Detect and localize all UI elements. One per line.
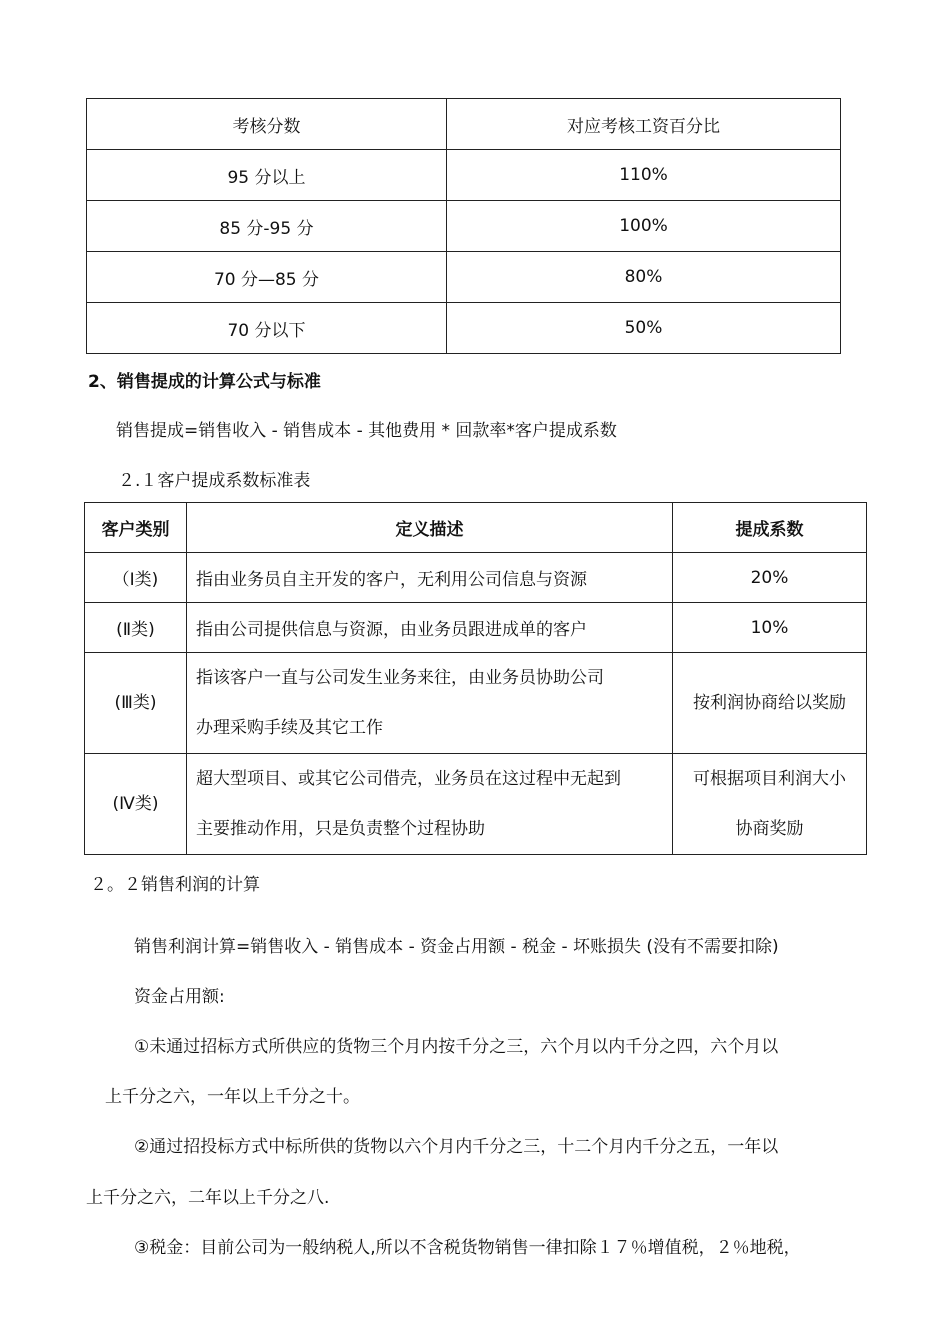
profit-formula: 销售利润计算=销售收入 - 销售成本 - 资金占用额 - 税金 - 坏账损失 (没有不需要扣除) — [134, 937, 779, 957]
header-cell: 对应考核工资百分比 — [447, 99, 841, 150]
score-table — [86, 98, 841, 354]
description-cell — [187, 653, 673, 754]
table-cell: 100% — [447, 201, 841, 252]
table-cell: 110% — [447, 150, 841, 201]
paragraph-line: ③税金：目前公司为一般纳税人,所以不含税货物销售一律扣除１７％增值税，２％地税， — [134, 1238, 801, 1258]
table-cell: 85 分-95 分 — [87, 201, 447, 252]
description-line: 超大型项目、或其它公司借壳，业务员在这过程中无起到 — [196, 769, 621, 789]
rate-line: 协商奖励 — [735, 819, 804, 839]
table-row — [87, 201, 841, 252]
category-cell: （Ⅰ类) — [85, 553, 187, 603]
commission-formula: 销售提成=销售收入 - 销售成本 - 其他费用 * 回款率*客户提成系数 — [116, 421, 617, 441]
table-header-row — [87, 99, 841, 150]
rate-cell: 10% — [673, 603, 867, 653]
rate-cell: 按利润协商给以奖励 — [673, 653, 867, 754]
table-header-row — [85, 503, 867, 553]
paragraph-line: 上千分之六，二年以上千分之八. — [86, 1188, 330, 1208]
table-cell: 95 分以上 — [87, 150, 447, 201]
rate-cell — [673, 754, 867, 855]
table-row — [85, 653, 867, 754]
table-cell: 50% — [447, 303, 841, 354]
paragraph-line: ②通过招投标方式中标所供的货物以六个月内千分之三，十二个月内千分之五，一年以 — [134, 1137, 779, 1157]
category-cell: (Ⅱ类) — [85, 603, 187, 653]
table-row — [85, 553, 867, 603]
section-heading: 2、销售提成的计算公式与标准 — [88, 372, 321, 392]
header-cell: 考核分数 — [87, 99, 447, 150]
description-line: 主要推动作用，只是负责整个过程协助 — [196, 819, 485, 839]
description-line: 办理采购手续及其它工作 — [196, 718, 383, 738]
table-row — [85, 603, 867, 653]
header-cell: 定义描述 — [187, 503, 673, 553]
description-cell: 指由公司提供信息与资源，由业务员跟进成单的客户 — [187, 603, 673, 653]
table-cell: 70 分以下 — [87, 303, 447, 354]
paragraph-line: ①未通过招标方式所供应的货物三个月内按千分之三，六个月以内千分之四，六个月以 — [134, 1037, 779, 1057]
section-heading: ２。２销售利润的计算 — [90, 875, 260, 895]
header-cell: 提成系数 — [673, 503, 867, 553]
table-cell: 70 分—85 分 — [87, 252, 447, 303]
table-row — [87, 150, 841, 201]
capital-label: 资金占用额: — [134, 987, 225, 1007]
table-row — [87, 303, 841, 354]
client-table — [84, 502, 867, 855]
category-cell: (Ⅳ类) — [85, 754, 187, 855]
table-cell: 80% — [447, 252, 841, 303]
description-cell — [187, 754, 673, 855]
rate-cell: 20% — [673, 553, 867, 603]
paragraph-line: 上千分之六，一年以上千分之十。 — [105, 1087, 360, 1107]
rate-line: 可根据项目利润大小 — [693, 769, 846, 789]
category-cell: (Ⅲ类) — [85, 653, 187, 754]
table-row — [85, 754, 867, 855]
header-cell: 客户类别 — [85, 503, 187, 553]
description-cell: 指由业务员自主开发的客户，无利用公司信息与资源 — [187, 553, 673, 603]
table-row — [87, 252, 841, 303]
sub-heading: ２.１客户提成系数标准表 — [118, 471, 311, 491]
description-line: 指该客户一直与公司发生业务来往，由业务员协助公司 — [196, 668, 604, 688]
